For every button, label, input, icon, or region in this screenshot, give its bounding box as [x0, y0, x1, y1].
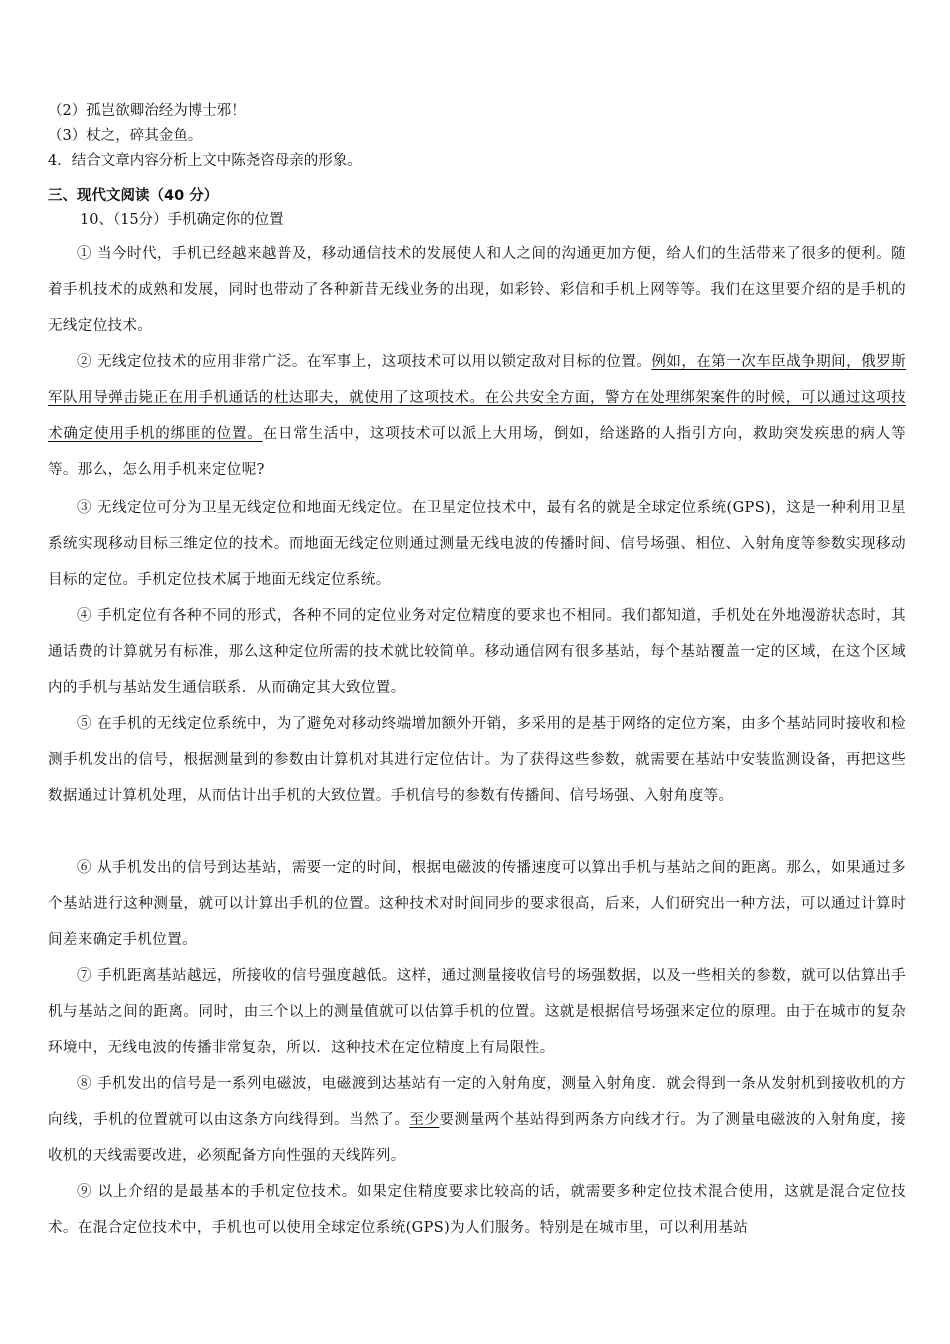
paragraph-2-underlined-example: 例如，在第一次车臣战争期间，俄罗斯军队用导弹击毙正在用手机通话的杜达耶夫，就使用了这项技术。在公共安全方面，警方在处理绑架案件的时候，可以通过这项技术确定使用手机的绑匪的位置。 [48, 354, 906, 442]
paragraph-6: ⑥ 从手机发出的信号到达基站，需要一定的时间，根据电磁波的传播速度可以算出手机与基站之间的距离。那么，如果通过多个基站进行这种测量，就可以计算出手机的位置。这种技术对时间同步的要求很高，后来，人们研究出一种方法，可以通过计算时间差来确定手机位置。 [48, 860, 906, 948]
paragraph-9: ⑨ 以上介绍的是最基本的手机定位技术。如果定住精度要求比较高的话，就需要多种定位技术混合使用，这就是混合定位技术。在混合定位技术中，手机也可以使用全球定位系统(GPS)为人们服务。特别是在城市里，可以利用基站 [48, 1184, 906, 1236]
paragraph-2-text-a: ② 无线定位技术的应用非常广泛。在军事上，这项技术可以用以锁定敌对目标的位置。 [77, 354, 652, 370]
paragraph-4: ④ 手机定位有各种不同的形式，各种不同的定位业务对定位精度的要求也不相同。我们都知道，手机处在外地漫游状态时，其通话费的计算就另有标准，那么这种定位所需的技术就比较简单。移动通信网有很多基站，每个基站覆盖一定的区域，在这个区域内的手机与基站发生通信联系．从而确定其大致位置。 [48, 608, 906, 696]
question-heading: 10、（15分）手机确定你的位置 [80, 212, 284, 228]
question-2-line: （2）孤岂欲卿治经为博士邪！ [48, 103, 246, 119]
question-3-line: （3）杖之，碎其金鱼。 [48, 128, 203, 144]
paragraph-7: ⑦ 手机距离基站越远，所接收的信号强度越低。这样，通过测量接收信号的场强数据，以及一些相关的参数，就可以估算出手机与基站之间的距离。同时，由三个以上的测量值就可以估算手机的位置。这就是根据信号场强来定位的原理。由于在城市的复杂环境中，无线电波的传播非常复杂，所以．这种技术在定位精度上有局限性。 [48, 968, 906, 1056]
paragraph-5: ⑤ 在手机的无线定位系统中，为了避免对移动终端增加额外开销，多采用的是基于网络的定位方案，由多个基站同时接收和检测手机发出的信号，根据测量到的参数由计算机对其进行定位估计。为了获得这些参数，就需要在基站中安装监测设备，再把这些数据通过计算机处理，从而估计出手机的大致位置。手机信号的参数有传播间、信号场强、入射角度等。 [48, 716, 906, 804]
paragraph-2 [48, 344, 906, 488]
paragraph-8-underlined-word: 至少 [409, 1112, 440, 1128]
question-4-line: 4．结合文章内容分析上文中陈尧咨母亲的形象。 [48, 153, 362, 169]
paragraph-2-text-b: 在日常生活中，这项技术可以派上大用场，倒如，给迷路的人指引方向，救助突发疾患的病人等等。那么，怎么用手机来定位呢? [48, 426, 906, 478]
paragraph-3: ③ 无线定位可分为卫星无线定位和地面无线定位。在卫星定位技术中，最有名的就是全球定位系统(GPS)，这是一种利用卫星系统实现移动目标三维定位的技术。而地面无线定位则通过测量无线电波的传播时间、信号场强、相位、入射角度等参数实现移动目标的定位。手机定位技术属于地面无线定位系统。 [48, 500, 906, 588]
paragraph-1: ① 当今时代，手机已经越来越普及，移动通信技术的发展使人和人之间的沟通更加方便，给人们的生活带来了很多的便利。随着手机技术的成熟和发展，同时也带动了各种新昔无线业务的出现，如彩铃、彩信和手机上网等等。我们在这里要介绍的是手机的无线定位技术。 [48, 246, 906, 334]
paragraph-8-text-a: ⑧ 手机发出的信号是一系列电磁波，电磁渡到达基站有一定的入射角度，测量入射角度．就会得到一条从发射机到接收机的方向线，手机的位置就可以由这条方向线得到。当然了。 [48, 1076, 906, 1128]
section-title: 三、现代文阅读（40 分） [48, 188, 219, 204]
paragraph-8 [48, 1066, 906, 1174]
paragraph-8-text-b: 要测量两个基站得到两条方向线才行。为了测量电磁波的入射角度，接收机的天线需要改进，必须配备方向性强的天线阵列。 [48, 1112, 906, 1164]
